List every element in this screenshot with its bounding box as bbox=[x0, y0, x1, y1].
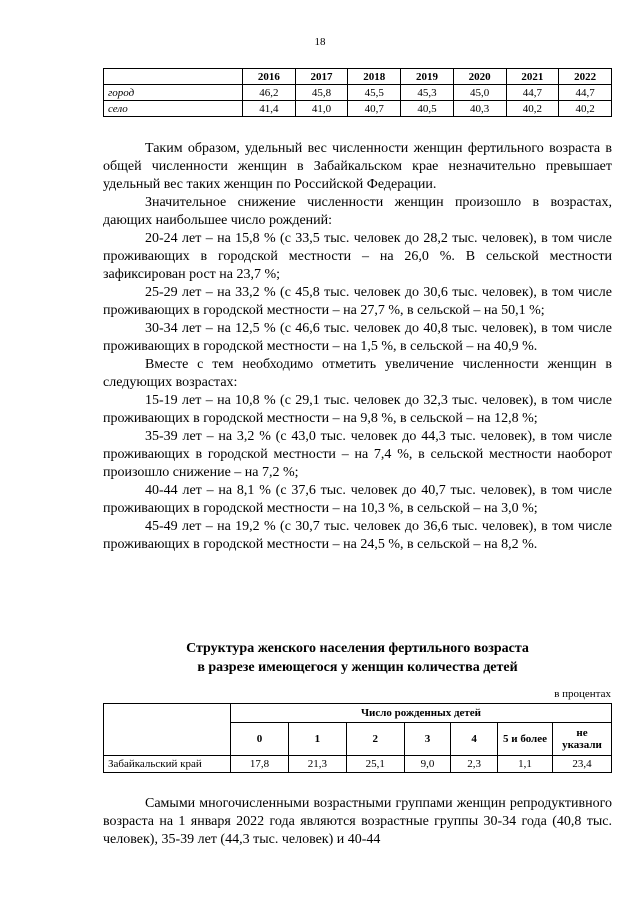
year-header: 2019 bbox=[401, 69, 454, 85]
table-cell: 41,4 bbox=[243, 101, 296, 117]
table-cell: 45,5 bbox=[348, 85, 401, 101]
table-cell: 2,3 bbox=[451, 756, 498, 773]
section-heading bbox=[103, 639, 612, 677]
group-header: Число рожденных детей bbox=[231, 704, 612, 723]
year-header: 2017 bbox=[295, 69, 348, 85]
table-header-row bbox=[104, 69, 612, 85]
row-label: Забайкальский край bbox=[104, 756, 231, 773]
table-cell: 44,7 bbox=[506, 85, 559, 101]
urban-rural-table bbox=[103, 68, 612, 117]
table-cell: 9,0 bbox=[404, 756, 451, 773]
table-cell: 40,5 bbox=[401, 101, 454, 117]
children-structure-table bbox=[103, 703, 612, 773]
body-text bbox=[103, 140, 612, 554]
table-cell: 21,3 bbox=[288, 756, 346, 773]
table-cell: 40,2 bbox=[559, 101, 612, 117]
empty-header-cell bbox=[104, 69, 243, 85]
paragraph: 40-44 лет – на 8,1 % (с 37,6 тыс. человек до 40,7 тыс. человек), в том числе проживающих в городской местности – на 10,3 %, в сельской – на 3,0 %; bbox=[103, 483, 612, 516]
paragraph: 20-24 лет – на 15,8 % (с 33,5 тыс. человек до 28,2 тыс. человек), в том числе проживающих в городской местности – на 26,0 %. В сельской местности зафиксирован рост на 23,7 %; bbox=[103, 231, 612, 282]
table-cell: 45,3 bbox=[401, 85, 454, 101]
column-header: 0 bbox=[231, 723, 289, 756]
heading-line: в разрезе имеющегося у женщин количества детей bbox=[197, 660, 518, 675]
year-header: 2022 bbox=[559, 69, 612, 85]
paragraph: 15-19 лет – на 10,8 % (с 29,1 тыс. человек до 32,3 тыс. человек), в том числе проживающих в городской местности – на 9,8 %, в сельской – на 12,8 %; bbox=[103, 393, 612, 426]
paragraph: Значительное снижение численности женщин произошло в возрастах, дающих наибольшее число рождений: bbox=[103, 195, 612, 228]
table-cell: 40,7 bbox=[348, 101, 401, 117]
table-row bbox=[104, 85, 612, 101]
row-label: село bbox=[104, 101, 243, 117]
closing-text bbox=[103, 795, 612, 849]
column-header: 4 bbox=[451, 723, 498, 756]
year-header: 2018 bbox=[348, 69, 401, 85]
row-label: город bbox=[104, 85, 243, 101]
column-header: 5 и более bbox=[498, 723, 553, 756]
paragraph: Самыми многочисленными возрастными группами женщин репродуктивного возраста на 1 января 2022 года являются возрастные группы 30-34 года (40,8 тыс. человек), 35-39 лет (44,3 тыс. человек) и 40-44 bbox=[103, 796, 612, 847]
table-cell: 40,3 bbox=[453, 101, 506, 117]
unit-note: в процентах bbox=[554, 688, 611, 700]
table-row bbox=[104, 756, 612, 773]
table-cell: 45,8 bbox=[295, 85, 348, 101]
table-cell: 1,1 bbox=[498, 756, 553, 773]
paragraph: 45-49 лет – на 19,2 % (с 30,7 тыс. человек до 36,6 тыс. человек), в том числе проживающих в городской местности – на 24,5 %, в сельской – на 8,2 %. bbox=[103, 519, 612, 552]
column-header: не указали bbox=[553, 723, 612, 756]
heading-line: Структура женского населения фертильного возраста bbox=[186, 641, 529, 656]
year-header: 2016 bbox=[243, 69, 296, 85]
table-cell: 23,4 bbox=[553, 756, 612, 773]
table-cell: 46,2 bbox=[243, 85, 296, 101]
table-cell: 44,7 bbox=[559, 85, 612, 101]
page-number: 18 bbox=[314, 36, 326, 48]
table-row bbox=[104, 101, 612, 117]
column-header: 3 bbox=[404, 723, 451, 756]
table-cell: 25,1 bbox=[346, 756, 404, 773]
empty-header-cell bbox=[104, 704, 231, 756]
year-header: 2020 bbox=[453, 69, 506, 85]
column-header: 1 bbox=[288, 723, 346, 756]
year-header: 2021 bbox=[506, 69, 559, 85]
paragraph: 30-34 лет – на 12,5 % (с 46,6 тыс. человек до 40,8 тыс. человек), в том числе проживающих в городской местности – на 1,5 %, в сельской – на 40,9 %. bbox=[103, 321, 612, 354]
table-cell: 45,0 bbox=[453, 85, 506, 101]
table-cell: 40,2 bbox=[506, 101, 559, 117]
paragraph: 25-29 лет – на 33,2 % (с 45,8 тыс. человек до 30,6 тыс. человек), в том числе проживающих в городской местности – на 27,7 %, в сельской – на 50,1 %; bbox=[103, 285, 612, 318]
column-header: 2 bbox=[346, 723, 404, 756]
paragraph: Вместе с тем необходимо отметить увеличение численности женщин в следующих возрастах: bbox=[103, 357, 612, 390]
table-cell: 17,8 bbox=[231, 756, 289, 773]
table-header-row bbox=[104, 704, 612, 723]
paragraph: Таким образом, удельный вес численности женщин фертильного возраста в общей численности женщин в Забайкальском крае незначительно превышает удельный вес таких женщин по Российской Федерации. bbox=[103, 141, 612, 192]
paragraph: 35-39 лет – на 3,2 % (с 43,0 тыс. человек до 44,3 тыс. человек), в том числе проживающих в городской местности – на 7,4 %, в сельской местности наоборот произошло снижение – на 7,2 %; bbox=[103, 429, 612, 480]
table-cell: 41,0 bbox=[295, 101, 348, 117]
